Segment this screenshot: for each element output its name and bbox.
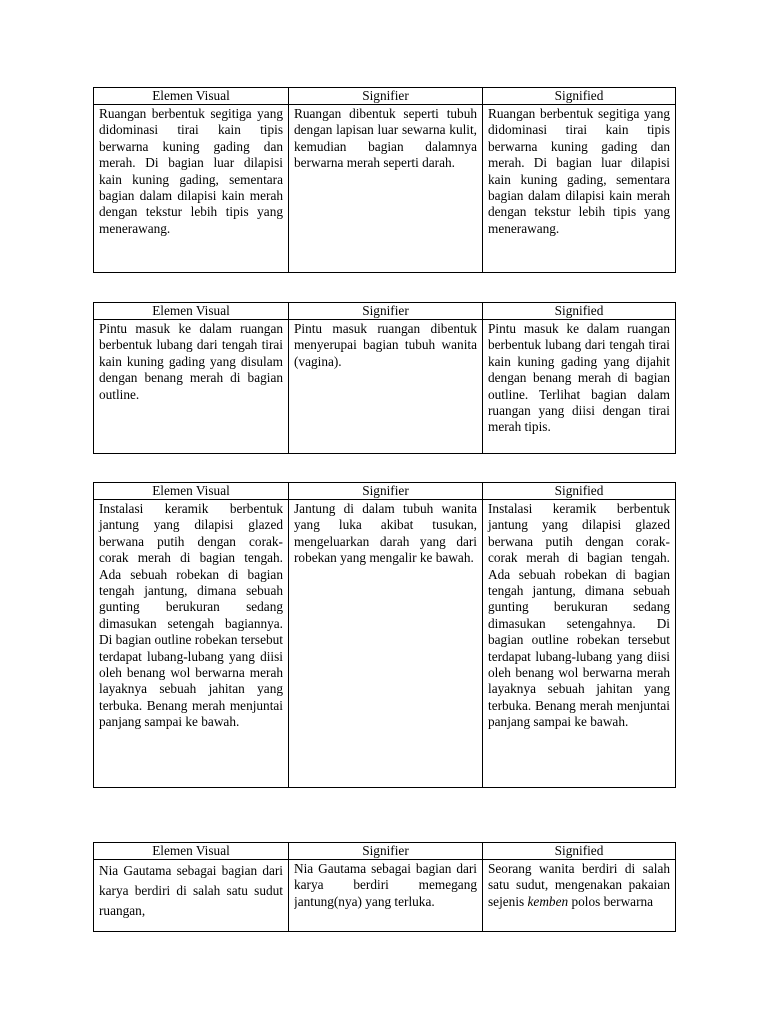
cell-elemen-visual: Instalasi keramik berbentuk jantung yang dilapisi glazed berwana putih dengan corak-corak merah di bagian tengah. Ada sebuah robekan di bagian tengah jantung, dimana sebuah gunting berukuran sedang dimasukan setengah bagiannya. Di bagian outline robekan tersebut terdapat lubang-lubang yang diisi oleh benang wol berwarna merah layaknya sebuah jahitan yang terbuka. Benang merah menjuntai panjang sampai ke bawah. — [94, 500, 289, 788]
header-elemen-visual: Elemen Visual — [94, 483, 289, 500]
cell-text-emphasis: kemben — [527, 893, 569, 909]
table-row — [94, 105, 676, 273]
table-row — [94, 500, 676, 788]
table-header-row — [94, 843, 676, 860]
header-signifier: Signifier — [289, 88, 483, 105]
header-signified: Signified — [483, 483, 676, 500]
cell-elemen-visual — [94, 860, 289, 932]
header-signified: Signified — [483, 88, 676, 105]
cell-elemen-visual: Pintu masuk ke dalam ruangan berbentuk lubang dari tengah tirai kain kuning gading yang disulam dengan benang merah di bagian outline. — [94, 320, 289, 454]
header-elemen-visual: Elemen Visual — [94, 843, 289, 860]
cell-signifier: Pintu masuk ruangan dibentuk menyerupai bagian tubuh wanita (vagina). — [289, 320, 483, 454]
signifier-table-1 — [93, 87, 676, 273]
cell-elemen-visual: Ruangan berbentuk segitiga yang didominasi tirai kain tipis berwarna kuning gading dan merah. Di bagian luar dilapisi kain kuning gading, sementara bagian dalam dilapisi kain merah dengan tekstur lebih tipis yang menerawang. — [94, 105, 289, 273]
header-signifier: Signifier — [289, 303, 483, 320]
header-elemen-visual: Elemen Visual — [94, 88, 289, 105]
header-elemen-visual: Elemen Visual — [94, 303, 289, 320]
cell-signifier — [289, 860, 483, 932]
table-header-row — [94, 483, 676, 500]
cell-text-end: polos berwarna — [568, 893, 654, 909]
header-signified: Signified — [483, 843, 676, 860]
cell-text — [488, 861, 670, 929]
cell-signifier: Jantung di dalam tubuh wanita yang luka akibat tusukan, mengeluarkan darah yang dari robekan yang mengalir ke bawah. — [289, 500, 483, 788]
cell-text: Nia Gautama sebagai bagian dari karya berdiri memegang jantung(nya) yang terluka. — [294, 861, 477, 909]
cell-signified: Instalasi keramik berbentuk jantung yang dilapisi glazed berwana putih dengan corak-corak merah di bagian tengah. Ada sebuah robekan di bagian tengah jantung, dimana sebuah gunting berukuran sedang dimasukan setengahnya. Di bagian outline robekan tersebut terdapat lubang-lubang yang diisi oleh benang wol berwarna merah layaknya sebuah jahitan yang terbuka. Benang merah menjuntai panjang sampai ke bawah. — [483, 500, 676, 788]
cell-signified: Ruangan berbentuk segitiga yang didominasi tirai kain tipis berwarna kuning gading dan merah. Di bagian luar dilapisi kain kuning gading, sementara bagian dalam dilapisi kain merah dengan tekstur lebih tipis yang menerawang. — [483, 105, 676, 273]
table-header-row — [94, 303, 676, 320]
table-header-row — [94, 88, 676, 105]
cell-text: Nia Gautama sebagai bagian dari karya berdiri di salah satu sudut ruangan, — [99, 863, 283, 918]
cell-text-start: Seorang wanita berdiri di salah satu sudut, mengenakan pakaian sejenis — [488, 861, 670, 909]
cell-signified — [483, 860, 676, 932]
table-row — [94, 860, 676, 932]
cell-signifier: Ruangan dibentuk seperti tubuh dengan lapisan luar sewarna kulit, kemudian bagian dalamnya berwarna merah seperti darah. — [289, 105, 483, 273]
header-signified: Signified — [483, 303, 676, 320]
table-row — [94, 320, 676, 454]
signifier-table-3 — [93, 482, 676, 788]
signifier-table-4 — [93, 842, 676, 932]
header-signifier: Signifier — [289, 483, 483, 500]
header-signifier: Signifier — [289, 843, 483, 860]
cell-signified: Pintu masuk ke dalam ruangan berbentuk lubang dari tengah tirai kain kuning gading yang dijahit dengan benang merah di bagian outline. Terlihat bagian dalam ruangan yang diisi dengan tirai merah tipis. — [483, 320, 676, 454]
signifier-table-2 — [93, 302, 676, 454]
